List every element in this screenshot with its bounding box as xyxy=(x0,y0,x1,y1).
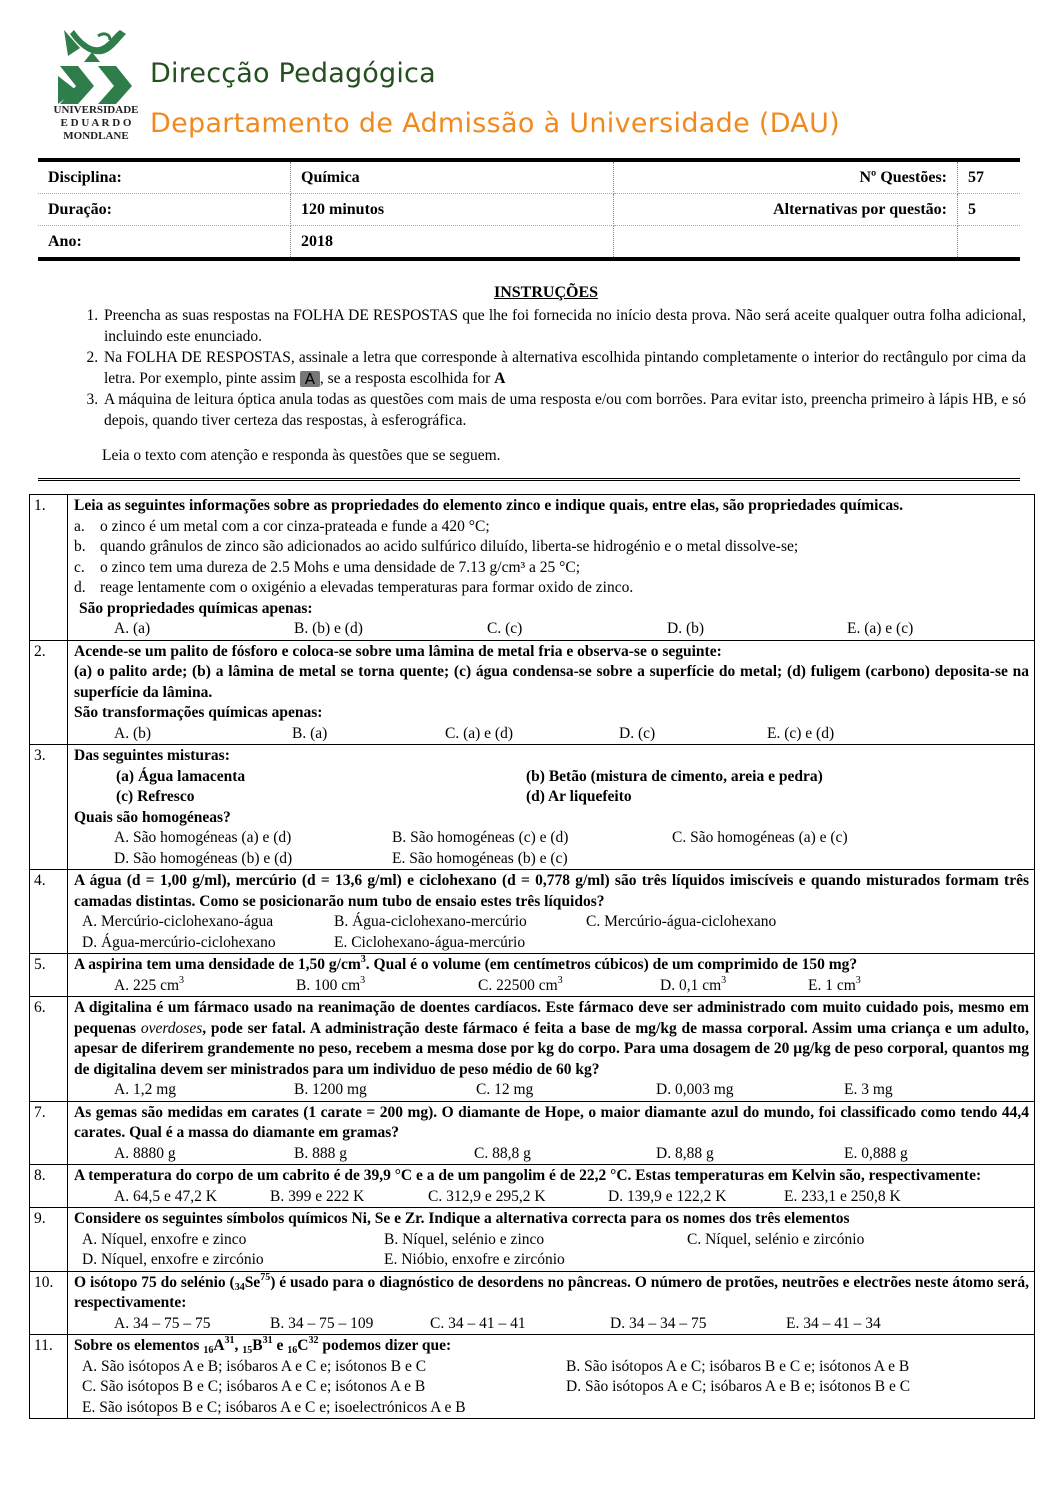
question-number: 5. xyxy=(30,954,68,997)
question-stem: (a) o palito arde; (b) a lâmina de metal se torna quente; (c) água condensa-se sobre a superfície do metal; (d) fuligem (carbono) deposita-se na superfície da lâmina. xyxy=(74,663,1029,701)
empty-cell xyxy=(614,226,958,258)
answer-option: B. Água-ciclohexano-mercúrio xyxy=(334,913,527,930)
answer-option: D. São homogéneas (b) e (d) xyxy=(114,849,293,867)
answer-option: B. 399 e 222 K xyxy=(270,1187,365,1205)
answer-option: A. 1,2 mg xyxy=(114,1081,176,1098)
question-prompt: São propriedades químicas apenas: xyxy=(79,599,313,617)
question-number: 11. xyxy=(30,1335,68,1419)
answer-option: A. Níquel, enxofre e zinco xyxy=(82,1230,247,1248)
answer-option: A. (b) xyxy=(114,724,152,742)
question-row xyxy=(30,1208,1035,1272)
answer-option: C. 312,9 e 295,2 K xyxy=(428,1187,546,1205)
answer-option: B. 888 g xyxy=(294,1144,347,1162)
instruction-text: , se a resposta escolhida for xyxy=(319,370,495,387)
question-row xyxy=(30,1335,1035,1419)
answer-option: D. Água-mercúrio-ciclohexano xyxy=(82,933,276,951)
answer-option: E. 1 $cm^3$ xyxy=(808,974,861,994)
alternatives-value: 5 xyxy=(958,194,1021,226)
answer-option: E. 0,888 g xyxy=(844,1144,908,1162)
question-number: 9. xyxy=(30,1208,68,1272)
question-number: 8. xyxy=(30,1165,68,1208)
answer-option: B. São homogéneas (c) e (d) xyxy=(392,829,569,846)
question-stem: A digitalina é um fármaco usado na reanimação de doentes cardíacos. Este fármaco deve ser administrado com muito cuidado pois, mesmo em pequenas overdoses, pode ser fatal. A administração deste fármaco é feita a base de mg/kg de massa corporal. Assim uma criança e um adulto, apesar de diferirem grandemente no peso, recebem a mesma dose por kg do corpo. Para uma dosagem de 20 µg/kg de peso corporal, quantos mg de digitalina devem ser ministrados para um individuo de peso médio de 60 kg? xyxy=(74,999,1029,1078)
answer-option: E. (a) e (c) xyxy=(847,620,914,637)
instruction-item xyxy=(102,347,1026,389)
question-number: 2. xyxy=(30,640,68,745)
discipline-value: Química xyxy=(291,162,614,194)
mixture-item: (a) Água lamacenta xyxy=(116,767,246,785)
answer-option: A. 34 – 75 – 75 xyxy=(114,1314,211,1332)
question-prompt: Quais são homogéneas? xyxy=(74,808,231,826)
question-number: 4. xyxy=(30,870,68,954)
mixture-item: (d) Ar liquefeito xyxy=(526,788,632,805)
answer-option: C. 88,8 g xyxy=(474,1144,531,1162)
answer-option: D. 0,1 $cm^3$ xyxy=(660,974,727,994)
answer-option: A. 64,5 e 47,2 K xyxy=(114,1187,217,1205)
answer-option: D. São isótopos A e C; isóbaros A e B e; isótonos B e C xyxy=(566,1378,911,1395)
question-row xyxy=(30,997,1035,1102)
divider xyxy=(38,478,1020,483)
question-row xyxy=(30,640,1035,745)
page-header xyxy=(50,22,1010,152)
instructions xyxy=(66,282,1026,466)
mixture-item: (b) Betão (mistura de cimento, areia e pedra) xyxy=(526,767,823,785)
header-subtitle: Departamento de Admissão à Universidade (DAU) xyxy=(150,108,840,139)
question-row xyxy=(30,495,1035,641)
question-stem: Acende-se um palito de fósforo e coloca-se sobre uma lâmina de metal fria e observa-se o seguinte: xyxy=(74,642,722,660)
duration-label: Duração: xyxy=(38,194,291,226)
logo-emblem-icon xyxy=(54,26,138,104)
question-stem: Sobre os elementos $_{16}A^{31}$, $_{15}B^{31}$ e $_{16}C^{32}$ podemos dizer que: xyxy=(74,1335,452,1356)
answer-option: A. Mercúrio-ciclohexano-água xyxy=(82,913,274,930)
answer-option: E. (c) e (d) xyxy=(767,724,835,742)
answer-option: B. 1200 mg xyxy=(294,1081,367,1098)
answer-option: B. (b) e (d) xyxy=(294,620,363,637)
question-stem: A aspirina tem uma densidade de 1,50 $g/cm^3$. Qual é o volume (em centímetros cúbicos) de um comprimido de 150 mg? xyxy=(74,954,858,973)
logo-text-line: UNIVERSIDADE xyxy=(53,104,139,116)
answer-option: E. São isótopos B e C; isóbaros A e C e; isoelectrónicos A e B xyxy=(82,1398,466,1416)
year-label: Ano: xyxy=(38,226,291,258)
instruction-item: 3. A máquina de leitura óptica anula todas as questões com mais de uma resposta e/ou com borrões. Para evitar isto, preencha primeiro à lápis HB, e só depois, quando tiver certeza das respostas, à esferográfica. xyxy=(102,389,1026,431)
empty-cell xyxy=(958,226,1021,258)
question-stem: Leia as seguintes informações sobre as propriedades do elemento zinco e indique quais, entre elas, são propriedades químicas. xyxy=(74,497,903,514)
instructions-title: INSTRUÇÕES xyxy=(493,284,599,301)
question-number: 7. xyxy=(30,1101,68,1165)
read-note: Leia o texto com atenção e responda às questões que se seguem. xyxy=(102,447,501,464)
answer-option: A. (a) xyxy=(114,620,151,637)
question-row xyxy=(30,1165,1035,1208)
answer-option: C. Níquel, selénio e zircónio xyxy=(687,1230,865,1248)
duration-value: 120 minutos xyxy=(291,194,614,226)
instruction-text: Na FOLHA DE RESPOSTAS, assinale a letra que corresponde à alternativa escolhida pintando completamente o interior do rectângulo por cima da letra. Por exemplo, pinte assim xyxy=(104,349,1026,387)
answer-option: D. 0,003 mg xyxy=(656,1081,734,1098)
header-title: Direcção Pedagógica xyxy=(150,58,436,89)
answer-option: C. 34 – 41 – 41 xyxy=(430,1314,526,1332)
answer-option: D. (c) xyxy=(619,724,656,742)
answer-option: B. 100 $cm^3$ xyxy=(296,974,366,994)
answer-option: D. (b) xyxy=(667,620,705,637)
logo-text-line: E D U A R D O xyxy=(60,117,132,129)
question-number: 1. xyxy=(30,495,68,641)
question-row xyxy=(30,1101,1035,1165)
questions-label: Nº Questões: xyxy=(614,162,958,194)
answer-option: E. 3 mg xyxy=(844,1081,893,1098)
answer-option: C. 12 mg xyxy=(476,1081,534,1098)
question-row xyxy=(30,745,1035,870)
discipline-label: Disciplina: xyxy=(38,162,291,194)
answer-option: C. 22500 $cm^3$ xyxy=(478,974,563,994)
question-row xyxy=(30,870,1035,954)
statement-item: c. o zinco tem uma dureza de 2.5 Mohs e uma densidade de 7.13 g/cm³ a 25 °C; xyxy=(74,558,581,576)
question-stem: O isótopo 75 do selénio $(_{34}Se^{75})$ é usado para o diagnóstico de desordens no pâncreas. O número de protões, neutrões e electrões neste átomo será, respectivamente: xyxy=(74,1271,1030,1311)
statement-item: a. o zinco é um metal com a cor cinza-prateada e funde a 420 °C; xyxy=(74,517,490,535)
question-row xyxy=(30,954,1035,997)
answer-option: D. Níquel, enxofre e zircónio xyxy=(82,1251,264,1268)
answer-option: E. Ciclohexano-água-mercúrio xyxy=(334,933,526,951)
answer-option: A. 225 $cm^3$ xyxy=(114,974,185,994)
example-letter: A xyxy=(494,370,506,387)
answer-option: E. São homogéneas (b) e (c) xyxy=(392,849,568,867)
answer-option: C. São homogéneas (a) e (c) xyxy=(672,829,848,846)
mixture-item: (c) Refresco xyxy=(116,788,195,805)
questions-value: 57 xyxy=(958,162,1021,194)
statement-item: d. reage lentamente com o oxigénio a elevadas temperaturas para formar oxido de zinco. xyxy=(74,579,634,596)
year-value: 2018 xyxy=(291,226,614,258)
university-logo xyxy=(50,22,142,148)
answer-option: B. 34 – 75 – 109 xyxy=(270,1314,374,1332)
question-stem: A água (d = 1,00 g/ml), mercúrio (d = 13,6 g/ml) e ciclohexano (d = 0,778 g/ml) são três líquidos imiscíveis e quando misturados formam três camadas distintas. Como se posicionarão num tubo de ensaio estes três líquidos? xyxy=(74,872,1029,910)
questions-table xyxy=(29,494,1035,1419)
answer-option: B. (a) xyxy=(292,724,328,742)
answer-option: C. São isótopos B e C; isóbaros A e C e; isótonos A e B xyxy=(82,1378,426,1395)
question-stem: As gemas são medidas em carates (1 carate = 200 mg). O diamante de Hope, o maior diamante azul do mundo, foi classificado como tendo 44,4 carates. Qual é a massa do diamante em gramas? xyxy=(74,1103,1029,1141)
answer-option: C. Mercúrio-água-ciclohexano xyxy=(586,913,777,930)
instruction-item: 1. Preencha as suas respostas na FOLHA DE RESPOSTAS que lhe foi fornecida no início desta prova. Não será aceite qualquer outra folha adicional, incluindo este enunciado. xyxy=(102,305,1026,347)
question-stem: A temperatura do corpo de um cabrito é de 39,9 °C e a de um pangolim é de 22,2 °C. Estas temperaturas em Kelvin são, respectivamente: xyxy=(74,1167,982,1184)
answer-option: A. 8880 g xyxy=(114,1144,176,1162)
alternatives-label: Alternativas por questão: xyxy=(614,194,958,226)
statement-item: b. quando grânulos de zinco são adicionados ao acido sulfúrico diluído, liberta-se hidrogénio e o metal dissolve-se; xyxy=(74,538,799,555)
answer-option: D. 34 – 34 – 75 xyxy=(610,1314,707,1332)
answer-option: D. 139,9 e 122,2 K xyxy=(608,1187,727,1205)
question-number: 6. xyxy=(30,997,68,1102)
exam-info-table xyxy=(38,158,1020,261)
answer-option: B. São isótopos A e C; isóbaros B e C e; isótonos A e B xyxy=(566,1357,910,1375)
logo-text-line: MONDLANE xyxy=(63,130,129,142)
answer-option: D. 8,88 g xyxy=(656,1144,714,1162)
question-row xyxy=(30,1271,1035,1335)
question-prompt: São transformações químicas apenas: xyxy=(74,704,323,721)
question-number: 3. xyxy=(30,745,68,870)
question-number: 10. xyxy=(30,1271,68,1335)
answer-option: B. Níquel, selénio e zinco xyxy=(384,1230,545,1248)
answer-option: E. Nióbio, enxofre e zircónio xyxy=(384,1251,565,1268)
answer-option: E. 34 – 41 – 34 xyxy=(786,1314,881,1332)
answer-option: C. (a) e (d) xyxy=(445,724,513,742)
answer-option: E. 233,1 e 250,8 K xyxy=(784,1187,901,1205)
answer-option: A. São homogéneas (a) e (d) xyxy=(114,829,292,846)
question-stem: Considere os seguintes símbolos químicos Ni, Se e Zr. Indique a alternativa correcta para os nomes dos três elementos xyxy=(74,1210,850,1227)
answer-option: A. São isótopos A e B; isóbaros A e C e; isótonos B e C xyxy=(82,1357,427,1375)
filled-box-example-icon: A xyxy=(300,371,320,387)
question-stem: Das seguintes misturas: xyxy=(74,747,230,764)
answer-option: C. (c) xyxy=(487,620,523,637)
